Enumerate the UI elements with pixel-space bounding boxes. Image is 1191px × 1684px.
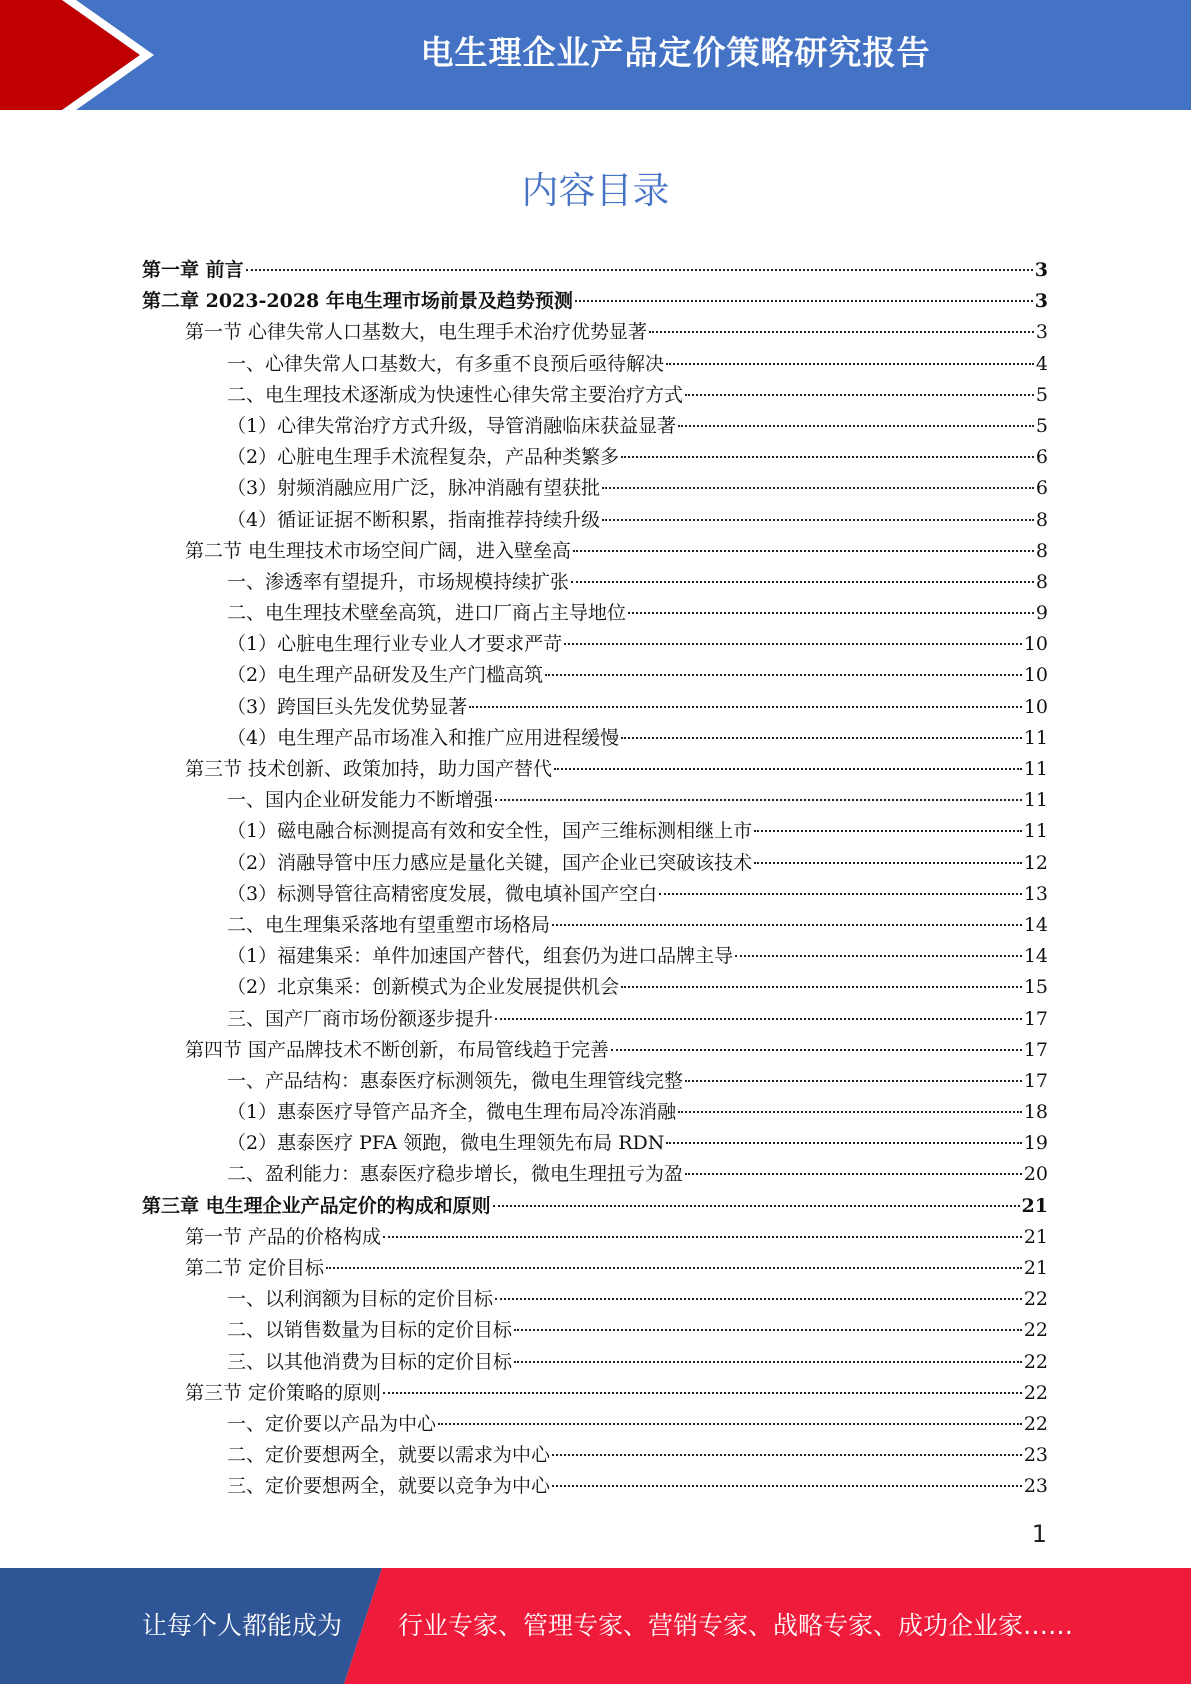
toc-entry-page: 5 [1035, 383, 1048, 406]
toc-entry[interactable] [142, 1378, 1048, 1409]
toc-dot-leader [754, 830, 1022, 832]
toc-dot-leader [678, 1111, 1022, 1113]
toc-entry-label: （4）电生理产品市场准入和推广应用进程缓慢 [227, 726, 620, 749]
toc-dot-leader [552, 924, 1022, 926]
toc-dot-leader [666, 1142, 1021, 1144]
toc-dot-leader [621, 986, 1022, 988]
toc-entry-label: 一、以利润额为目标的定价目标 [227, 1288, 494, 1311]
toc-dot-leader [552, 1454, 1022, 1456]
toc-entry[interactable] [142, 536, 1048, 567]
toc-entry-page: 18 [1023, 1101, 1048, 1124]
toc-dot-leader [666, 363, 1034, 365]
toc-entry-label: 一、定价要以产品为中心 [227, 1412, 437, 1435]
toc-entry-page: 22 [1023, 1319, 1048, 1342]
toc-entry-page: 21 [1023, 1225, 1048, 1248]
toc-entry[interactable] [142, 349, 1048, 380]
toc-entry-label: 第三节 技术创新、政策加持，助力国产替代 [185, 758, 553, 780]
toc-entry-page: 17 [1023, 1007, 1048, 1030]
toc-entry-page: 10 [1023, 695, 1048, 718]
toc-entry-page: 3 [1035, 321, 1048, 344]
toc-entry-page: 17 [1023, 1069, 1048, 1092]
toc-dot-leader [514, 1329, 1022, 1331]
toc-dot-leader [438, 1423, 1022, 1425]
toc-entry-page: 14 [1023, 945, 1048, 968]
toc-entry-label: 二、电生理技术壁垒高筑，进口厂商占主导地位 [227, 602, 627, 625]
toc-entry[interactable] [142, 1004, 1048, 1035]
toc-dot-leader [621, 456, 1034, 458]
toc-dot-leader [469, 706, 1022, 708]
toc-entry[interactable] [142, 473, 1048, 504]
header-arrow-decoration [0, 0, 170, 110]
toc-entry-page: 23 [1023, 1475, 1048, 1498]
toc-dot-leader [514, 1361, 1022, 1363]
toc-dot-leader [383, 1392, 1022, 1394]
footer-slogan-right: 行业专家、管理专家、营销专家、战略专家、成功企业家…… [398, 1611, 1074, 1640]
toc-entry-page: 12 [1023, 851, 1048, 874]
toc-entry[interactable] [142, 1222, 1048, 1253]
toc-dot-leader [628, 612, 1034, 614]
toc-dot-leader [545, 674, 1022, 676]
toc-entry[interactable] [142, 972, 1048, 1003]
toc-dot-leader [754, 862, 1022, 864]
toc-dot-leader [575, 300, 1033, 302]
toc-dot-leader [602, 487, 1034, 489]
toc-entry[interactable] [142, 785, 1048, 816]
toc-entry[interactable] [142, 629, 1048, 660]
toc-dot-leader [571, 581, 1034, 583]
toc-entry-label: 第三章 电生理企业产品定价的构成和原则 [142, 1194, 491, 1217]
toc-entry-label: 第一节 产品的价格构成 [185, 1225, 382, 1248]
toc-heading: 内容目录 [521, 169, 670, 212]
toc-entry-page: 6 [1035, 477, 1048, 500]
toc-entry[interactable] [142, 598, 1048, 629]
toc-entry-page: 19 [1023, 1132, 1048, 1155]
toc-entry-label: 二、电生理技术逐渐成为快速性心律失常主要治疗方式 [227, 383, 684, 406]
toc-entry-label: 一、产品结构：惠泰医疗标测领先，微电生理管线完整 [227, 1069, 684, 1092]
toc-dot-leader [493, 1205, 1020, 1207]
toc-entry[interactable] [142, 660, 1048, 691]
toc-entry[interactable] [142, 1409, 1048, 1440]
toc-entry-label: （3）标测导管往高精密度发展，微电填补国产空白 [227, 882, 658, 905]
toc-entry[interactable] [142, 286, 1048, 317]
toc-entry-label: （1）心脏电生理行业专业人才要求严苛 [227, 633, 563, 656]
toc-dot-leader [649, 331, 1034, 333]
toc-entry-label: 第二章 2023-2028 年电生理市场前景及趋势预测 [142, 290, 573, 313]
toc-entry[interactable] [142, 380, 1048, 411]
toc-dot-leader [326, 1267, 1022, 1269]
toc-dot-leader [383, 1236, 1022, 1238]
toc-entry-label: 三、国产厂商市场份额逐步提升 [227, 1007, 494, 1030]
toc-entry-page: 14 [1023, 913, 1048, 936]
toc-entry-page: 15 [1023, 976, 1048, 999]
toc-entry-label: 一、渗透率有望提升，市场规模持续扩张 [227, 570, 570, 593]
toc-entry[interactable] [142, 255, 1048, 286]
toc-entry[interactable] [142, 692, 1048, 723]
toc-entry[interactable] [142, 317, 1048, 348]
toc-dot-leader [554, 768, 1022, 770]
toc-entry-page: 6 [1035, 446, 1048, 469]
toc-entry-page: 11 [1023, 789, 1048, 812]
toc-entry-label: （1）惠泰医疗导管产品齐全，微电生理布局冷冻消融 [227, 1101, 677, 1124]
toc-dot-leader [735, 955, 1022, 957]
toc-dot-leader [621, 737, 1022, 739]
toc-dot-leader [552, 1485, 1022, 1487]
toc-entry-label: （4）循证证据不断积累，指南推荐持续升级 [227, 508, 601, 531]
toc-entry-label: （2）惠泰医疗 PFA 领跑，微电生理领先布局 RDN [227, 1132, 665, 1155]
toc-entry[interactable] [142, 411, 1048, 442]
toc-entry-label: （2）北京集采：创新模式为企业发展提供机会 [227, 976, 620, 999]
report-title: 电生理企业产品定价策略研究报告 [420, 33, 931, 72]
toc-entry-label: 第四节 国产品牌技术不断创新，布局管线趋于完善 [185, 1038, 610, 1061]
toc-entry-label: （3）射频消融应用广泛，脉冲消融有望获批 [227, 477, 601, 500]
toc-entry[interactable] [142, 1128, 1048, 1159]
toc-entry-page: 10 [1023, 633, 1048, 656]
toc-entry[interactable] [142, 1159, 1048, 1190]
toc-dot-leader [685, 1173, 1022, 1175]
toc-entry-page: 22 [1023, 1412, 1048, 1435]
toc-entry-label: 三、定价要想两全，就要以竞争为中心 [227, 1475, 551, 1498]
toc-entry-page: 22 [1023, 1350, 1048, 1373]
toc-entry[interactable] [142, 848, 1048, 879]
toc-entry-label: （1）磁电融合标测提高有效和安全性，国产三维标测相继上市 [227, 820, 753, 843]
toc-entry-label: 一、国内企业研发能力不断增强 [227, 789, 494, 812]
toc-entry[interactable] [142, 910, 1048, 941]
toc-entry-page: 20 [1023, 1163, 1048, 1186]
toc-entry-page: 8 [1035, 508, 1048, 531]
toc-entry-label: （2）心脏电生理手术流程复杂，产品种类繁多 [227, 446, 620, 469]
toc-entry[interactable] [142, 442, 1048, 473]
toc-dot-leader [685, 394, 1034, 396]
table-of-contents [142, 255, 1048, 1503]
toc-dot-leader [678, 425, 1034, 427]
toc-dot-leader [602, 519, 1034, 521]
toc-entry-label: 第二节 定价目标 [185, 1257, 325, 1279]
toc-dot-leader [495, 1018, 1022, 1020]
toc-entry-page: 21 [1021, 1194, 1048, 1217]
toc-entry[interactable] [142, 567, 1048, 598]
toc-entry[interactable] [142, 1471, 1048, 1502]
toc-entry-label: （1）福建集采：单件加速国产替代，组套仍为进口品牌主导 [227, 945, 734, 968]
toc-entry[interactable] [142, 1253, 1048, 1284]
header-banner [0, 0, 1191, 110]
toc-entry-label: 二、以销售数量为目标的定价目标 [227, 1319, 513, 1342]
toc-entry[interactable] [142, 723, 1048, 754]
toc-entry-label: （1）心律失常治疗方式升级，导管消融临床获益显著 [227, 414, 677, 437]
toc-entry-label: （2）消融导管中压力感应是量化关键，国产企业已突破该技术 [227, 851, 753, 874]
toc-dot-leader [495, 1298, 1022, 1300]
page-number: 1 [1031, 1520, 1047, 1548]
toc-entry[interactable] [142, 505, 1048, 536]
toc-dot-leader [659, 893, 1022, 895]
toc-dot-leader [495, 799, 1022, 801]
toc-entry-page: 4 [1035, 352, 1048, 375]
toc-dot-leader [573, 550, 1034, 552]
toc-dot-leader [564, 643, 1022, 645]
toc-dot-leader [246, 269, 1033, 271]
toc-entry-label: 第一章 前言 [142, 259, 244, 281]
toc-entry[interactable] [142, 941, 1048, 972]
toc-dot-leader [685, 1080, 1022, 1082]
toc-entry-page: 11 [1023, 726, 1048, 749]
toc-entry-page: 10 [1023, 664, 1048, 687]
toc-entry-page: 9 [1035, 602, 1048, 625]
footer-slogan-left: 让每个人都能成为 [142, 1611, 343, 1640]
toc-entry[interactable] [142, 1097, 1048, 1128]
toc-entry-page: 11 [1023, 758, 1048, 780]
toc-entry[interactable] [142, 1066, 1048, 1097]
toc-entry[interactable] [142, 1315, 1048, 1346]
toc-entry[interactable] [142, 1191, 1048, 1222]
toc-entry-label: 二、定价要想两全，就要以需求为中心 [227, 1444, 551, 1467]
toc-entry-label: 二、电生理集采落地有望重塑市场格局 [227, 913, 551, 936]
toc-entry-page: 21 [1023, 1257, 1048, 1279]
toc-entry[interactable] [142, 754, 1048, 785]
toc-entry-label: 二、盈利能力：惠泰医疗稳步增长，微电生理扭亏为盈 [227, 1163, 684, 1186]
toc-entry-page: 22 [1023, 1288, 1048, 1311]
toc-entry-label: 第二节 电生理技术市场空间广阔，进入壁垒高 [185, 539, 572, 562]
toc-entry[interactable] [142, 1284, 1048, 1315]
toc-entry-page: 3 [1034, 290, 1048, 313]
toc-entry-page: 3 [1034, 259, 1048, 281]
toc-entry-page: 11 [1023, 820, 1048, 843]
toc-entry[interactable] [142, 1035, 1048, 1066]
toc-entry-label: （3）跨国巨头先发优势显著 [227, 695, 468, 718]
toc-entry[interactable] [142, 1347, 1048, 1378]
toc-entry[interactable] [142, 816, 1048, 847]
toc-entry[interactable] [142, 879, 1048, 910]
toc-dot-leader [611, 1049, 1022, 1051]
toc-entry-label: 三、以其他消费为目标的定价目标 [227, 1350, 513, 1373]
toc-entry-label: （2）电生理产品研发及生产门槛高筑 [227, 664, 544, 687]
toc-entry-page: 22 [1023, 1381, 1048, 1404]
toc-entry-page: 13 [1023, 882, 1048, 905]
toc-entry-page: 8 [1035, 570, 1048, 593]
toc-entry-page: 5 [1035, 414, 1048, 437]
toc-entry-page: 17 [1023, 1038, 1048, 1061]
toc-entry-label: 一、心律失常人口基数大，有多重不良预后亟待解决 [227, 352, 665, 375]
toc-entry-page: 23 [1023, 1444, 1048, 1467]
toc-entry-label: 第三节 定价策略的原则 [185, 1381, 382, 1404]
toc-entry[interactable] [142, 1440, 1048, 1471]
footer-banner [0, 1568, 1191, 1684]
toc-entry-page: 8 [1035, 539, 1048, 562]
toc-entry-label: 第一节 心律失常人口基数大，电生理手术治疗优势显著 [185, 321, 648, 344]
